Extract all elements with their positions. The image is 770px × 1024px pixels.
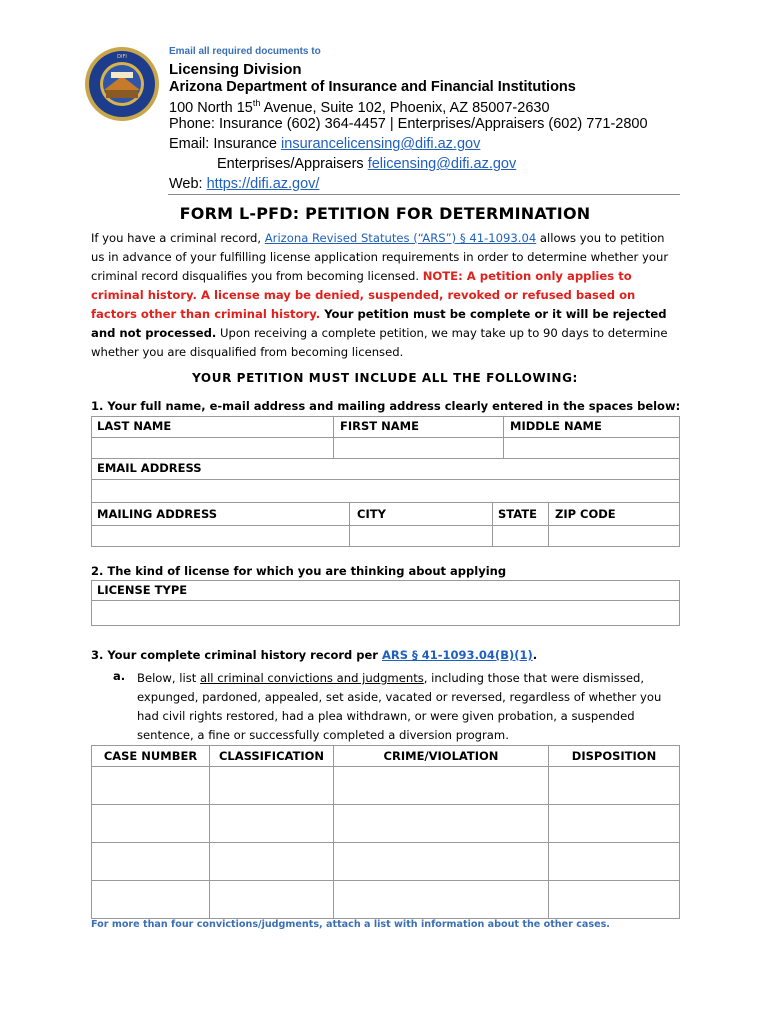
email-address-label: EMAIL ADDRESS xyxy=(97,461,202,475)
ars-link[interactable]: Arizona Revised Statutes (“ARS”) § 41-1093.04 xyxy=(264,231,537,245)
seal-lettering: DIFI xyxy=(117,54,127,60)
mailing-address-label: MAILING ADDRESS xyxy=(97,507,218,521)
crime-violation-cell-row-2[interactable] xyxy=(333,804,549,843)
state-label: STATE xyxy=(498,507,537,521)
disposition-cell-row-2[interactable] xyxy=(548,804,680,843)
must-include-heading: YOUR PETITION MUST INCLUDE ALL THE FOLLOWING: xyxy=(192,371,578,385)
disposition-cell-row-4[interactable] xyxy=(548,880,680,919)
email-note: Email all required documents to xyxy=(169,46,321,57)
website-link[interactable]: https://difi.az.gov/ xyxy=(206,176,320,192)
classification-cell-row-1[interactable] xyxy=(209,766,334,805)
email-ent-line: Enterprises/Appraisers felicensing@difi.az.gov xyxy=(217,156,517,172)
crime-violation-cell-row-4[interactable] xyxy=(333,880,549,919)
city-label: CITY xyxy=(357,507,386,521)
intro-paragraph: If you have a criminal record, Arizona Revised Statutes (“ARS”) § 41-1093.04 allows you to petition us in advance of your fulfilling license application requirements in order to determine whether your criminal record disqualifies you from becoming licensed. NOTE: A petition only applies to criminal history. A license may be denied, suspended, revoked or refused based on factors other than criminal history. Your petition must be complete or it will be rejected and not processed. Upon receiving a complete petition, we may take up to 90 days to determine whether you are disqualified from becoming licensed. xyxy=(91,231,669,359)
crime-violation-cell-row-1[interactable] xyxy=(333,766,549,805)
zip-code-label: ZIP CODE xyxy=(555,507,616,521)
petition-note: NOTE: A petition only applies to criminal history. A license may be denied, suspended, revoked or refused based on factors other than criminal history. xyxy=(91,269,636,321)
middle-name-field[interactable] xyxy=(503,437,680,459)
license-type-field[interactable] xyxy=(91,600,680,626)
email-line: Email: Insurance insurancelicensing@difi.az.gov xyxy=(169,136,481,152)
last-name-field[interactable] xyxy=(91,437,334,459)
department-name: Arizona Department of Insurance and Financial Institutions xyxy=(169,79,576,95)
section2-heading: 2. The kind of license for which you are thinking about applying xyxy=(91,564,507,578)
disposition-cell-row-1[interactable] xyxy=(548,766,680,805)
case-number-cell-row-1[interactable] xyxy=(91,766,210,805)
state-field[interactable] xyxy=(492,525,549,547)
form-title: FORM L-PFD: PETITION FOR DETERMINATION xyxy=(179,204,591,223)
crime-violation-label: CRIME/VIOLATION xyxy=(383,749,499,763)
web-line: Web: https://difi.az.gov/ xyxy=(169,176,320,192)
city-field[interactable] xyxy=(349,525,493,547)
case-number-cell-row-2[interactable] xyxy=(91,804,210,843)
first-name-label: FIRST NAME xyxy=(340,419,419,433)
ars-b1-link[interactable]: ARS § 41-1093.04(B)(1) xyxy=(381,648,533,662)
enterprise-email-link[interactable]: felicensing@difi.az.gov xyxy=(367,156,517,172)
license-type-label: LICENSE TYPE xyxy=(97,583,188,597)
section3-heading: 3. Your complete criminal history record per ARS § 41-1093.04(B)(1). xyxy=(91,648,538,662)
section1-heading: 1. Your full name, e-mail address and mailing address clearly entered in the spaces below: xyxy=(91,399,681,413)
zip-code-field[interactable] xyxy=(548,525,680,547)
crime-violation-cell-row-3[interactable] xyxy=(333,842,549,881)
first-name-field[interactable] xyxy=(333,437,504,459)
classification-cell-row-4[interactable] xyxy=(209,880,334,919)
item-a-label: a. xyxy=(113,669,126,683)
last-name-label: LAST NAME xyxy=(97,419,172,433)
classification-cell-row-2[interactable] xyxy=(209,804,334,843)
division-name: Licensing Division xyxy=(169,61,302,78)
middle-name-label: MIDDLE NAME xyxy=(510,419,602,433)
case-number-label: CASE NUMBER xyxy=(103,749,198,763)
footnote: For more than four convictions/judgments, attach a list with information about the other cases. xyxy=(91,919,610,930)
address-line: 100 North 15th Avenue, Suite 102, Phoenix, AZ 85007-2630 xyxy=(169,98,550,116)
agency-seal xyxy=(84,46,160,122)
disposition-cell-row-3[interactable] xyxy=(548,842,680,881)
classification-cell-row-3[interactable] xyxy=(209,842,334,881)
disposition-label: DISPOSITION xyxy=(571,749,657,763)
classification-label: CLASSIFICATION xyxy=(218,749,325,763)
case-number-cell-row-3[interactable] xyxy=(91,842,210,881)
email-address-field[interactable] xyxy=(91,479,680,503)
phone-line: Phone: Insurance (602) 364-4457 | Enterprises/Appraisers (602) 771-2800 xyxy=(169,116,648,132)
insurance-email-link[interactable]: insurancelicensing@difi.az.gov xyxy=(281,136,481,152)
mailing-address-field[interactable] xyxy=(91,525,350,547)
header-divider xyxy=(168,194,680,195)
case-number-cell-row-4[interactable] xyxy=(91,880,210,919)
item-a-text: Below, list all criminal convictions and judgments, including those that were dismissed, expunged, pardoned, appealed, set aside, vacated or reversed, regardless of whether you had civil rights restored, had a plea withdrawn, or were given probation, a suspended sentence, a fine or successfully completed a diversion program. xyxy=(137,671,662,742)
